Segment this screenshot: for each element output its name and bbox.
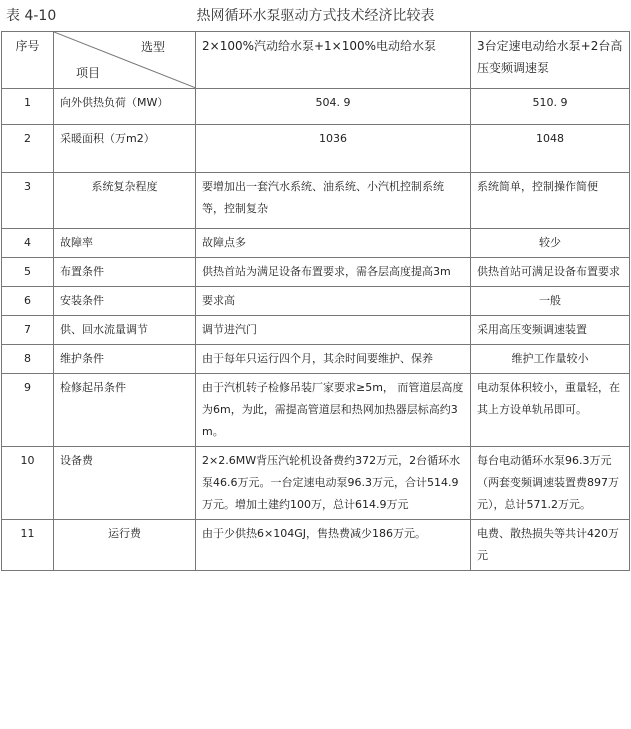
header-option-b: 3台定速电动给水泵+2台高压变频调速泵	[471, 32, 630, 89]
table-row	[2, 89, 630, 125]
header-item-label: 项目	[76, 66, 101, 80]
table-row	[2, 316, 630, 345]
header-option-a: 2×100%汽动给水泵+1×100%电动给水泵	[196, 32, 471, 89]
row-option-b: 较少	[471, 229, 630, 258]
table-row	[2, 287, 630, 316]
row-item: 故障率	[54, 229, 196, 258]
row-seq: 2	[2, 125, 54, 173]
row-seq: 1	[2, 89, 54, 125]
row-option-a: 由于少供热6×104GJ，售热费减少186万元。	[196, 520, 471, 571]
row-option-a: 2×2.6MW背压汽轮机设备费约372万元，2台循环水泵46.6万元。一台定速电动泵96.3万元，合计514.9万元。增加土建约100万，总计614.9万元	[196, 447, 471, 520]
row-item: 安装条件	[54, 287, 196, 316]
row-seq: 9	[2, 374, 54, 447]
row-option-a: 要求高	[196, 287, 471, 316]
row-option-b: 510. 9	[471, 89, 630, 125]
row-option-a: 要增加出一套汽水系统、油系统、小汽机控制系统等，控制复杂	[196, 173, 471, 229]
row-option-a: 504. 9	[196, 89, 471, 125]
row-item: 系统复杂程度	[54, 173, 196, 229]
row-option-a: 1036	[196, 125, 471, 173]
table-row	[2, 447, 630, 520]
row-option-b: 电费、散热损失等共计420万元	[471, 520, 630, 571]
row-seq: 6	[2, 287, 54, 316]
table-number-label: 表 4-10	[6, 8, 57, 24]
table-header-row	[2, 32, 630, 89]
row-option-a: 故障点多	[196, 229, 471, 258]
row-option-a: 调节进汽门	[196, 316, 471, 345]
row-item: 向外供热负荷（MW）	[54, 89, 196, 125]
table-row	[2, 173, 630, 229]
row-option-b: 采用高压变频调速装置	[471, 316, 630, 345]
row-option-a: 由于每年只运行四个月，其余时间要维护、保养	[196, 345, 471, 374]
row-item: 维护条件	[54, 345, 196, 374]
header-diagonal-cell	[54, 32, 196, 89]
row-seq: 11	[2, 520, 54, 571]
row-seq: 10	[2, 447, 54, 520]
row-option-b: 一般	[471, 287, 630, 316]
row-option-a: 供热首站为满足设备布置要求，需各层高度提高3m	[196, 258, 471, 287]
row-option-b: 供热首站可满足设备布置要求	[471, 258, 630, 287]
row-item: 运行费	[54, 520, 196, 571]
row-seq: 7	[2, 316, 54, 345]
row-item: 采暖面积（万m2）	[54, 125, 196, 173]
row-option-a: 由于汽机转子检修吊装厂家要求≥5m， 而管道层高度为6m，为此，需提高管道层和热网加热器层标高约3m。	[196, 374, 471, 447]
header-seq: 序号	[2, 32, 54, 89]
row-seq: 3	[2, 173, 54, 229]
row-item: 布置条件	[54, 258, 196, 287]
row-option-b: 每台电动循环水泵96.3万元（两套变频调速装置费897万元），总计571.2万元。	[471, 447, 630, 520]
table-row	[2, 125, 630, 173]
row-option-b: 1048	[471, 125, 630, 173]
header-type-label: 选型	[140, 40, 165, 54]
row-seq: 5	[2, 258, 54, 287]
row-item: 供、回水流量调节	[54, 316, 196, 345]
row-item: 检修起吊条件	[54, 374, 196, 447]
table-row	[2, 374, 630, 447]
row-option-b: 维护工作量较小	[471, 345, 630, 374]
table-row	[2, 520, 630, 571]
row-seq: 4	[2, 229, 54, 258]
row-item: 设备费	[54, 447, 196, 520]
row-seq: 8	[2, 345, 54, 374]
row-option-b: 系统简单，控制操作简便	[471, 173, 630, 229]
table-row	[2, 345, 630, 374]
table-row	[2, 229, 630, 258]
table-row	[2, 258, 630, 287]
comparison-table	[1, 31, 630, 571]
table-title: 热网循环水泵驱动方式技术经济比较表	[196, 8, 435, 24]
title-row	[0, 0, 631, 28]
row-option-b: 电动泵体积较小，重量轻，在其上方设单轨吊即可。	[471, 374, 630, 447]
